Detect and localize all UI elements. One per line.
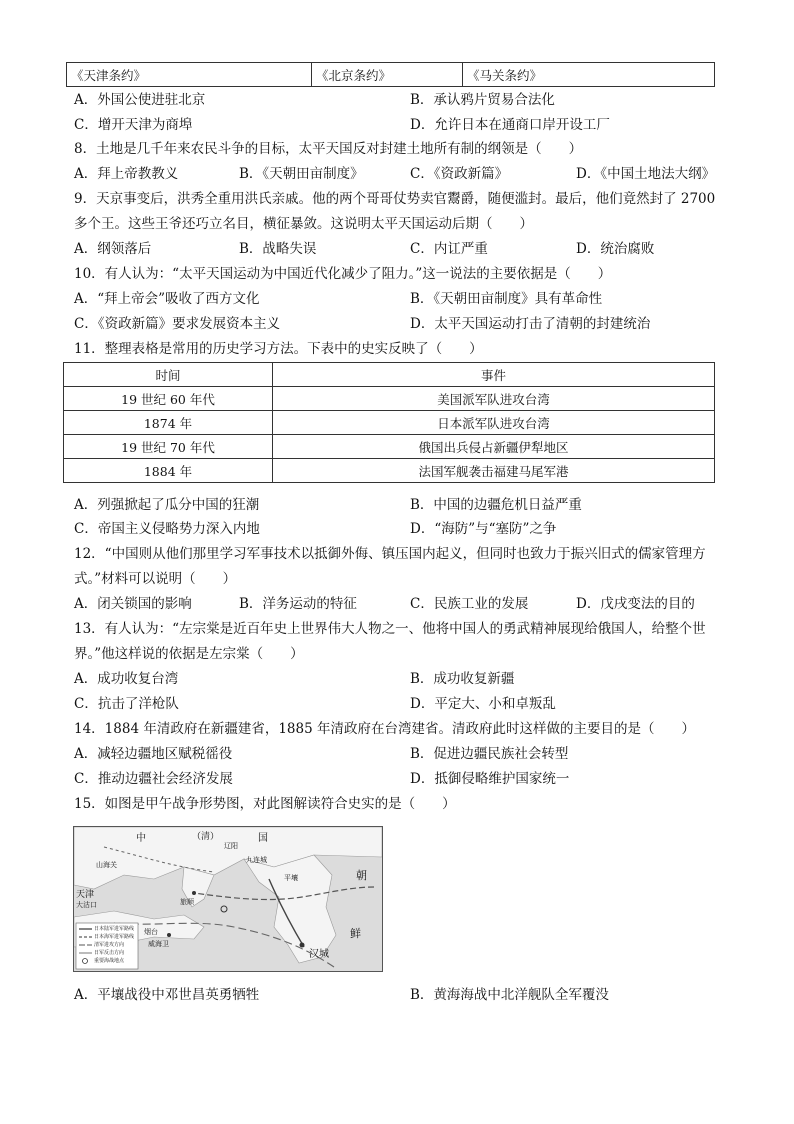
- q8-option-a: A．拜上帝教教义: [74, 166, 179, 182]
- q13-option-d: D．平定大、小和卓叛乱: [410, 696, 556, 712]
- map-legend-item: 日本海军进军路线: [94, 934, 135, 940]
- map-label: 中: [136, 833, 146, 844]
- q9-option-b: B．战略失误: [239, 241, 317, 257]
- q7-option-c: C．增开天津为商埠: [74, 117, 193, 133]
- map-label: 国: [258, 833, 268, 844]
- map-legend-item: 日军反击方向: [94, 950, 125, 956]
- q10-option-b: B．《天朝田亩制度》具有革命性: [410, 291, 603, 307]
- map-label: 威海卫: [148, 940, 169, 948]
- q11-option-b: B．中国的边疆危机日益严重: [410, 497, 582, 513]
- q9-stem-line2: 多个王。这些王爷还巧立名目，横征暴敛。这说明太平天国运动后期（ ）: [74, 216, 533, 232]
- map-label: 汉城: [309, 949, 329, 960]
- map-label: 大沽口: [76, 901, 97, 909]
- map-label: 朝: [356, 869, 367, 882]
- map-legend-item: 重要海战地点: [94, 958, 125, 964]
- q14-stem: 14．1884 年清政府在新疆建省，1885 年清政府在台湾建省。清政府此时这样做的主要目的是（ ）: [74, 721, 695, 737]
- q12-option-a: A．闭关锁国的影响: [74, 596, 192, 612]
- q13-stem-line2: 界。”他这样说的依据是左宗棠（ ）: [74, 646, 304, 662]
- q12-option-b: B．洋务运动的特征: [239, 596, 357, 612]
- q11-option-c: C．帝国主义侵略势力深入内地: [74, 521, 260, 537]
- q8-option-d: D．《中国土地法大纲》: [576, 166, 716, 182]
- q15-stem: 15．如图是甲午战争形势图，对此图解读符合史实的是（ ）: [74, 796, 456, 812]
- q14-option-b: B．促进边疆民族社会转型: [410, 746, 569, 762]
- table-row: [64, 435, 715, 459]
- table-cell-time: 19 世纪 70 年代: [64, 435, 273, 459]
- table-cell-event: 俄国出兵侵占新疆伊犁地区: [273, 435, 715, 459]
- table-cell-time: 19 世纪 60 年代: [64, 387, 273, 411]
- map-label: 鲜: [350, 927, 361, 940]
- treaty-cell: 《天津条约》: [67, 63, 312, 87]
- map-label: 辽阳: [224, 842, 238, 850]
- q8-option-c: C．《资政新篇》: [410, 166, 509, 182]
- map-label: 烟台: [144, 928, 158, 936]
- q13-option-a: A．成功收复台湾: [74, 671, 179, 687]
- table-header-event: 事件: [273, 363, 715, 387]
- q11-option-d: D．“海防”与“塞防”之争: [410, 521, 557, 537]
- q13-option-c: C．抗击了洋枪队: [74, 696, 179, 712]
- q15-option-b: B．黄海海战中北洋舰队全军覆没: [410, 987, 609, 1003]
- q8-stem: 8．土地是几千年来农民斗争的目标，太平天国反对封建土地所有制的纲领是（ ）: [74, 141, 583, 157]
- table-row: [64, 387, 715, 411]
- q10-option-a: A．“拜上帝会”吸收了西方文化: [74, 291, 260, 307]
- map-label: 旅顺: [180, 898, 194, 906]
- q15-option-a: A．平壤战役中邓世昌英勇牺牲: [74, 987, 260, 1003]
- q9-option-a: A．纲领落后: [74, 241, 152, 257]
- q10-stem: 10．有人认为：“太平天国运动为中国近代化减少了阻力。”这一说法的主要依据是（ ）: [74, 266, 612, 282]
- q12-stem-line2: 式。”材料可以说明（ ）: [74, 571, 237, 587]
- map-label: （清）: [192, 832, 220, 842]
- table-cell-event: 法国军舰袭击福建马尾军港: [273, 459, 715, 483]
- q7-option-b: B．承认鸦片贸易合法化: [410, 92, 555, 108]
- q12-option-c: C．民族工业的发展: [410, 596, 529, 612]
- treaty-table: [66, 62, 715, 87]
- q11-stem: 11．整理表格是常用的历史学习方法。下表中的史实反映了（ ）: [74, 341, 483, 357]
- q13-stem-line1: 13．有人认为：“左宗棠是近百年史上世界伟大人物之一、他将中国人的勇武精神展现给俄国人，给整个世: [74, 621, 706, 637]
- q11-option-a: A．列强掀起了瓜分中国的狂潮: [74, 497, 260, 513]
- map-label: 九连城: [246, 856, 267, 864]
- events-table: [63, 362, 715, 483]
- q9-option-d: D．统治腐败: [576, 241, 655, 257]
- q13-option-b: B．成功收复新疆: [410, 671, 515, 687]
- q14-option-a: A．减轻边疆地区赋税徭役: [74, 746, 233, 762]
- table-cell-time: 1874 年: [64, 411, 273, 435]
- treaty-cell: 《北京条约》: [312, 63, 463, 87]
- table-row: [64, 411, 715, 435]
- q8-option-b: B．《天朝田亩制度》: [239, 166, 364, 182]
- treaty-cell: 《马关条约》: [463, 63, 715, 87]
- table-cell-time: 1884 年: [64, 459, 273, 483]
- q7-option-a: A．外国公使进驻北京: [74, 92, 206, 108]
- map-legend-item: 日本陆军进军路线: [94, 926, 135, 932]
- q14-option-d: D．抵御侵略维护国家统一: [410, 771, 570, 787]
- map-label: 平壤: [284, 874, 298, 882]
- table-cell-event: 日本派军队进攻台湾: [273, 411, 715, 435]
- table-cell-event: 美国派军队进攻台湾: [273, 387, 715, 411]
- q9-option-c: C．内讧严重: [410, 241, 488, 257]
- map-legend-item: 清军进攻方向: [94, 942, 125, 948]
- q7-option-d: D．允许日本在通商口岸开设工厂: [410, 117, 610, 133]
- map-label: 天津: [76, 890, 95, 900]
- table-row: [64, 459, 715, 483]
- q10-option-c: C．《资政新篇》要求发展资本主义: [74, 316, 281, 332]
- sino-japanese-war-map: [73, 826, 383, 972]
- map-label: 山海关: [96, 861, 117, 869]
- q12-stem-line1: 12．“中国则从他们那里学习军事技术以抵御外侮、镇压国内起义，但同时也致力于振兴旧式的儒家管理方: [74, 546, 706, 562]
- q14-option-c: C．推动边疆社会经济发展: [74, 771, 233, 787]
- q12-option-d: D．戊戌变法的目的: [576, 596, 695, 612]
- table-header-time: 时间: [64, 363, 273, 387]
- q9-stem-line1: 9．天京事变后，洪秀全重用洪氏亲戚。他的两个哥哥仗势卖官鬻爵，随便滥封。最后，他们竟然封了 2700: [74, 191, 716, 207]
- q10-option-d: D．太平天国运动打击了清朝的封建统治: [410, 316, 651, 332]
